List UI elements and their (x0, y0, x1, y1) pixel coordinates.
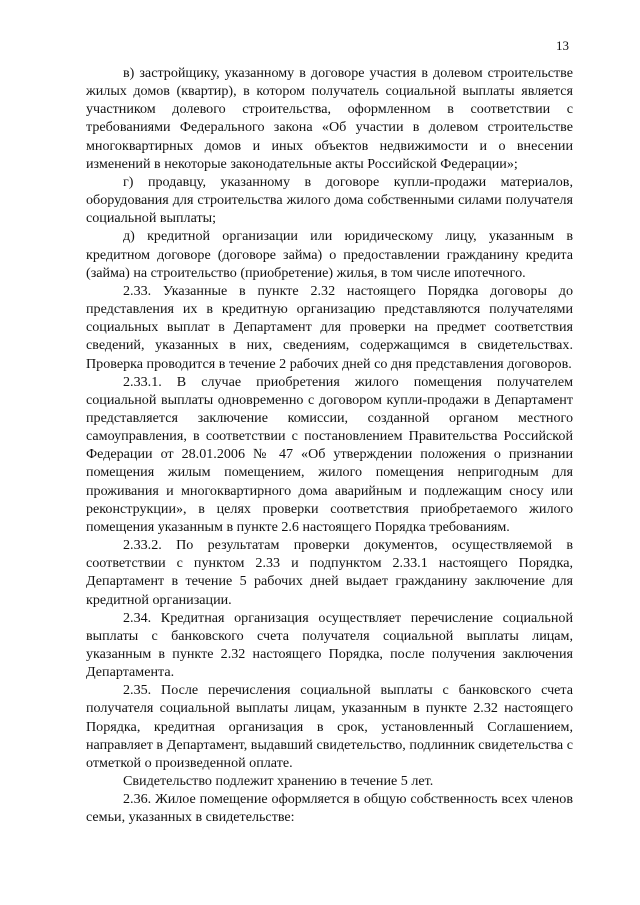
paragraph-storage-note: Свидетельство подлежит хранению в течение 5 лет. (123, 773, 434, 790)
document-body (86, 64, 573, 827)
paragraph-2-33-1: 2.33.1. В случае приобретения жилого помещения получателем социальной выплаты одновременно с договором купли-продажи в Департамент представляется заключение комиссии, созданной органом местного самоуправления, в соответствии с постановлением Правительства Российской Федерации от 28.01.2006 № 47 «Об утверждении положения о признании помещения жилым помещением, жилого помещения непригодным для проживания и многоквартирного дома аварийным и подлежащим сносу или реконструкции», в целях проверки соответствия приобретаемого жилого помещения указанным в пункте 2.6 настоящего Порядка требованиям. (86, 373, 573, 535)
paragraph-item-v: в) застройщику, указанному в договоре участия в долевом строительстве жилых домов (квартир), в котором получатель социальной выплаты является участником долевого строительства, оформленном в соответствии с требованиями Федерального закона «Об участии в долевом строительстве многоквартирных домов и иных объектов недвижимости и о внесении изменений в некоторые законодательные акты Российской Федерации»; (86, 65, 573, 172)
paragraph-2-33-2: 2.33.2. По результатам проверки документов, осуществляемой в соответствии с пунктом 2.33 и подпунктом 2.33.1 настоящего Порядка, Департамент в течение 5 рабочих дней выдает гражданину заключение для кредитной организации. (86, 537, 573, 608)
paragraph-2-35: 2.35. После перечисления социальной выплаты с банковского счета получателя социальной выплаты лицам, указанным в пункте 2.32 настоящего Порядка, кредитная организация в срок, установленный Соглашением, направляет в Департамент, выдавший свидетельство, подлинник свидетельства с отметкой о произведенной оплате. (86, 682, 573, 771)
paragraph-2-36: 2.36. Жилое помещение оформляется в общую собственность всех членов семьи, указанных в свидетельстве: (86, 791, 573, 826)
paragraph-2-33: 2.33. Указанные в пункте 2.32 настоящего Порядка договоры до представления их в кредитную организацию представляются получателями социальных выплат в Департамент для проверки на предмет соответствия сведений, указанных в них, сведениям, содержащимся в свидетельствах. Проверка проводится в течение 2 рабочих дней со дня представления договоров. (86, 282, 573, 372)
paragraph-2-34: 2.34. Кредитная организация осуществляет перечисление социальной выплаты с банковского счета получателя социальной выплаты лицам, указанным в пункте 2.32 настоящего Порядка, после получения заключения Департамента. (86, 609, 573, 681)
paragraph-item-d: д) кредитной организации или юридическому лицу, указанным в кредитном договоре (договоре займа) о предоставлении гражданину кредита (займа) на строительство (приобретение) жилья, в том числе ипотечного. (86, 228, 573, 281)
paragraph-item-g: г) продавцу, указанному в договоре купли-продажи материалов, оборудования для строительства жилого дома собственными силами получателя социальной выплаты; (86, 173, 573, 227)
page-number: 13 (556, 38, 569, 53)
